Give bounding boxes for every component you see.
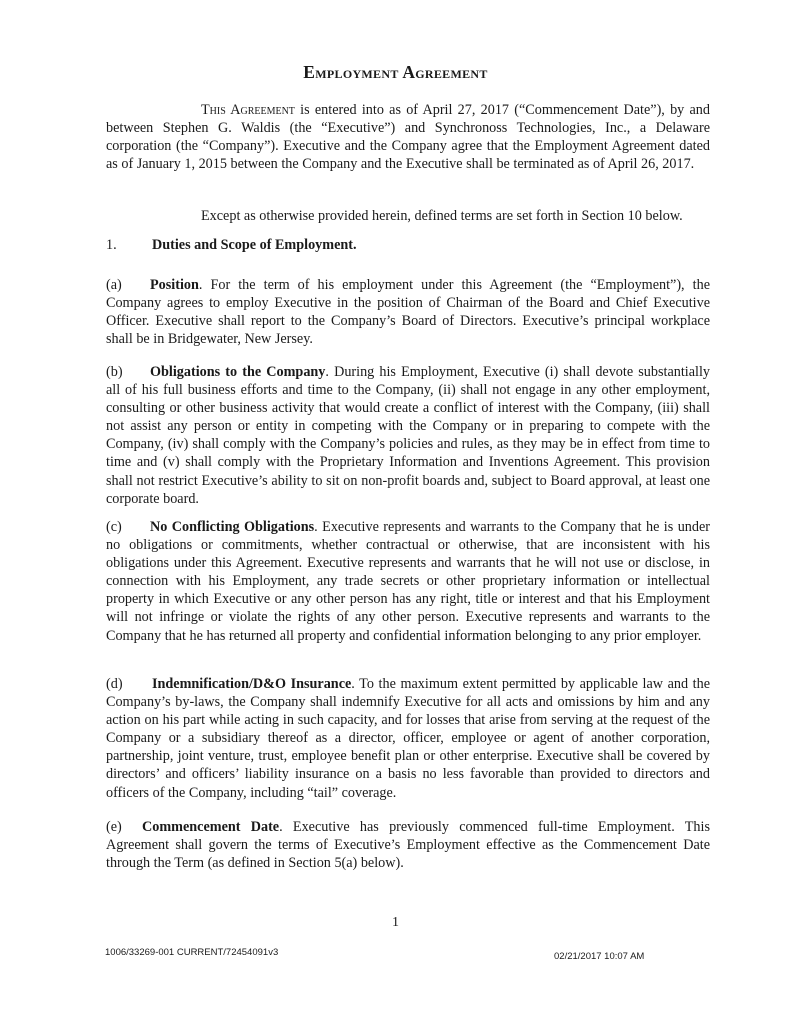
- subsection-text: . Executive represents and warrants to the Company that he is under no obligations or commitments, whether contractual or otherwise, that are inconsistent with his obligations under this Agreement. Executive represents and warrants that he will not use or disclose, in connection with his Employment, any trade secrets or other proprietary information or intellectual property in which Executive or any other person has any right, title or interest and that his Employment will not infringe or violate the rights of any other person. Executive represents and warrants to the Company that he has returned all property and confidential information belonging to any prior employer.: [106, 519, 710, 644]
- section-title: Duties and Scope of Employment.: [152, 237, 357, 253]
- subsection-text: . During his Employment, Executive (i) shall devote substantially all of his full business efforts and time to the Company, (ii) shall not engage in any other employment, consulting or other business activity that would create a conflict of interest with the Company, (iii) shall not assist any person or entity in competing with the Company or in preparing to compete with the Company, (iv) shall comply with the Company’s policies and rules, as they may be in effect from time to time and (v) shall comply with the Proprietary Information and Inventions Agreement. This provision shall not restrict Executive’s ability to sit on non-profit boards and, subject to Board approval, at least one corporate board.: [106, 364, 710, 507]
- subsection-text: . For the term of his employment under this Agreement (the “Employment”), the Company agrees to employ Executive in the position of Chairman of the Board and Chief Executive Officer. Executive shall report to the Company’s Board of Directors. Executive’s principal workplace shall be in Bridgewater, New Jersey.: [106, 277, 710, 348]
- subsection-text: . To the maximum extent permitted by applicable law and the Company’s by-laws, the Company shall indemnify Executive for all acts and omissions by him and any action on his part while acting in such capacity, and for losses that arise from serving at the request of the Company or a subsidiary thereof as a director, officer, employee or agent of another corporation, partnership, joint venture, trust, employee benefit plan or other enterprise. Executive shall be covered by directors’ and officers’ liability insurance on a basis no less favorable than provided to directors and officers of the Company, including “tail” coverage.: [106, 676, 710, 801]
- subsection-label: (c): [106, 519, 122, 535]
- subsection-heading: Indemnification/D&O Insurance: [152, 676, 352, 692]
- subsection-label: (d): [106, 676, 123, 692]
- document-title: Employment Agreement: [303, 62, 488, 82]
- page-number: 1: [392, 915, 399, 930]
- subsection-label: (b): [106, 364, 123, 380]
- definitions-note: Except as otherwise provided herein, defined terms are set forth in Section 10 below.: [201, 208, 683, 224]
- subsection-c: [106, 518, 710, 645]
- intro-lead: This Agreement: [201, 102, 295, 118]
- subsection-heading: Position: [150, 277, 199, 293]
- subsection-text: . Executive has previously commenced full-time Employment. This Agreement shall govern the terms of Executive’s Employment effective as the Commencement Date through the Term (as defined in Section 5(a) below).: [106, 819, 710, 872]
- subsection-label: (a): [106, 277, 122, 293]
- intro-paragraph: [106, 101, 710, 173]
- document-id-footer: 1006/33269-001 CURRENT/72454091v3: [105, 947, 279, 958]
- subsection-label: (e): [106, 819, 122, 835]
- subsection-d: [106, 675, 710, 802]
- subsection-a: [106, 276, 710, 348]
- timestamp-footer: 02/21/2017 10:07 AM: [554, 951, 645, 962]
- subsection-b: [106, 363, 710, 508]
- intro-text: is entered into as of April 27, 2017 (“Commencement Date”), by and between Stephen G. Waldis (the “Executive”) and Synchronoss Technologies, Inc., a Delaware corporation (the “Company”). Executive and the Company agree that the Employment Agreement dated as of January 1, 2015 between the Company and the Executive shall be terminated as of April 26, 2017.: [106, 102, 710, 173]
- subsection-heading: Commencement Date: [142, 819, 280, 835]
- subsection-e: [106, 818, 710, 872]
- subsection-heading: No Conflicting Obligations: [150, 519, 315, 535]
- subsection-heading: Obligations to the Company: [150, 364, 326, 380]
- section-number: 1.: [106, 237, 117, 253]
